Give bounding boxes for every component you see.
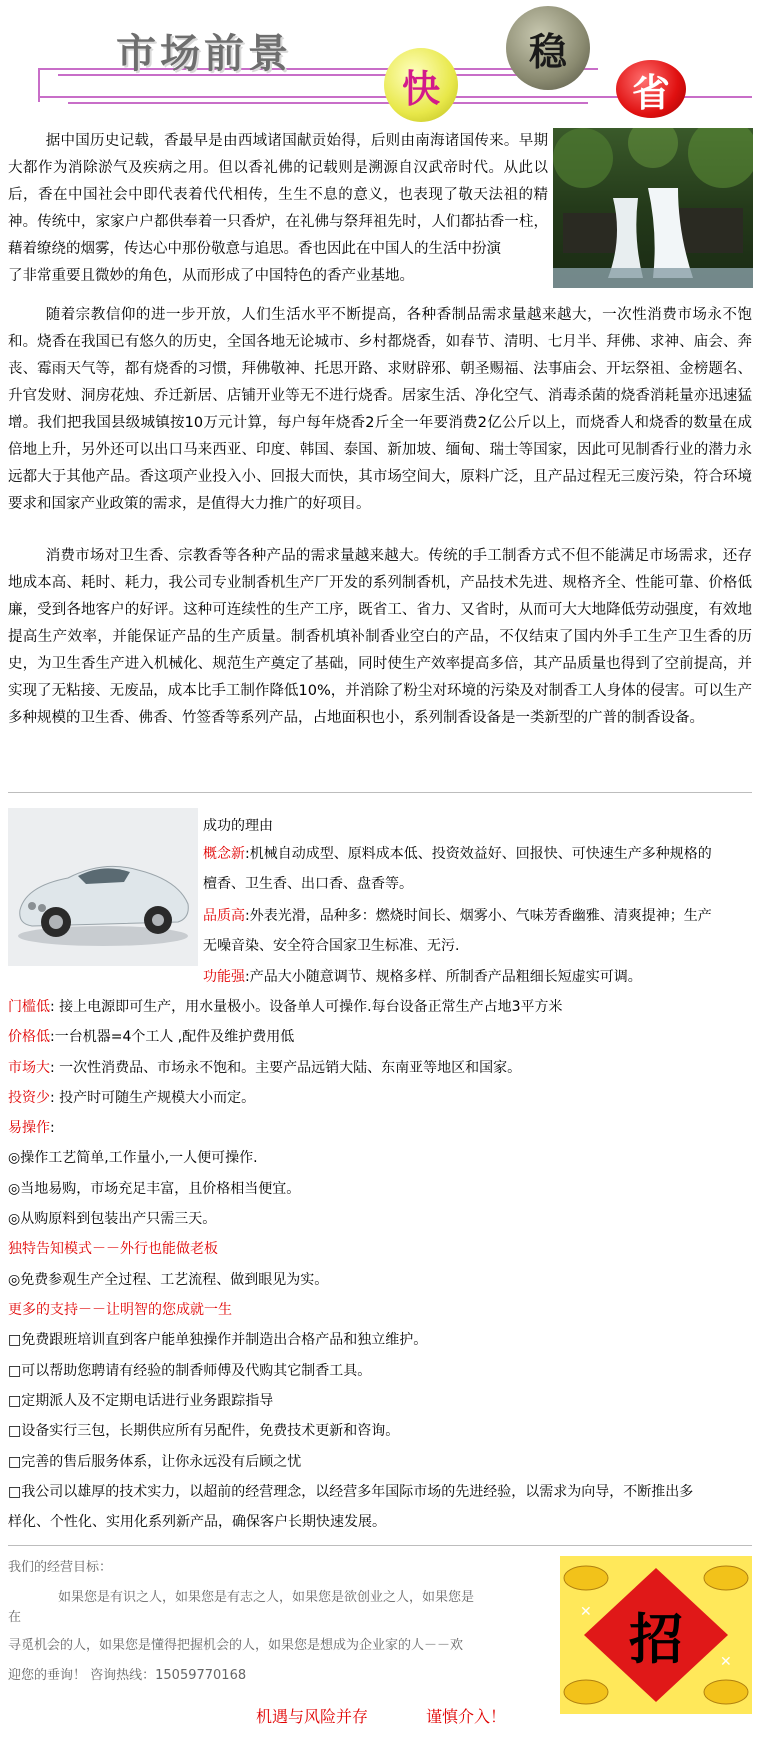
market-label: 市场大 xyxy=(8,1060,50,1076)
threshold-text: : 接上电源即可生产，用水量极小。设备单人可操作.每台设备正常生产占地3平方米 xyxy=(50,999,563,1015)
easy-item-3: ◎从购原料到包装出产只需三天。 xyxy=(8,1211,217,1227)
reason-concept-cont: 檀香、卫生香、出口香、盘香等。 xyxy=(203,876,413,892)
goal-heading: 我们的经营目标： xyxy=(8,1560,113,1575)
easy-item-2: ◎当地易购，市场充足丰富，且价格相当便宜。 xyxy=(8,1181,301,1197)
easy-colon: : xyxy=(50,1120,55,1136)
goal-line-2: 寻觅机会的人，如果您是懂得把握机会的人，如果您是想成为企业家的人－－欢 xyxy=(8,1638,464,1653)
easy-label: 易操作 xyxy=(8,1120,50,1136)
caution-link[interactable]: 谨慎介入！ xyxy=(426,1707,507,1726)
secret-item-1: ◎免费参观生产全过程、工艺流程、做到眼见为实。 xyxy=(8,1272,329,1288)
concept-text: :机械自动成型、原料成本低、投资效益好、回报快、可快速生产多种规格的 xyxy=(245,846,712,862)
support-item-4: □设备实行三包，长期供应所有另配件，免费技术更新和咨询。 xyxy=(8,1423,400,1439)
intro-paragraph-1: 据中国历史记载，香最早是由西域诸国献贡始得，后则由南海诸国传来。早期大都作为消除淤气及疾病之用。但以香礼佛的记载则是溯源自汉武帝时代。从此以后，香在中国社会中即代表着代代相传，生生不息的意义，也表现了敬天法祖的精神。传统中，家家户户都供奉着一只香炉，在礼佛与祭拜祖先时，人们都拈香一柱，藉着缭绕的烟雾，传达心中那份敬意与追思。香也因此在中国人的生活中扮演 xyxy=(8,133,548,257)
invest-text: : 投产时可随生产规模大小而定。 xyxy=(50,1090,256,1106)
reason-market xyxy=(8,1054,521,1082)
reason-function xyxy=(203,963,642,991)
support-item-6-cont: 样化、个性化、实用化系列新产品，确保客户长期快速发展。 xyxy=(8,1514,386,1530)
recruit-image xyxy=(560,1556,752,1714)
support-item-6: □我公司以雄厚的技术实力，以超前的经营理念，以经营多年国际市场的先进经验，以需求为向导，不断推出多 xyxy=(8,1484,694,1500)
banner-line-left xyxy=(38,68,40,102)
reason-quality xyxy=(203,902,712,930)
banner-line-bottom2 xyxy=(68,102,588,104)
goal-line-3: 迎您的垂询！ 咨询热线：15059770168 xyxy=(8,1668,247,1683)
quality-label: 品质高 xyxy=(203,908,245,924)
goal-line-1-end: 在 xyxy=(8,1610,22,1625)
reasons-heading: 成功的理由 xyxy=(203,818,273,834)
support-heading: 更多的支持－－让明智的您成就一生 xyxy=(8,1302,232,1318)
support-item-5: □完善的售后服务体系，让你永远没有后顾之忧 xyxy=(8,1454,302,1470)
secret-heading: 独特告知模式－－外行也能做老板 xyxy=(8,1241,218,1257)
price-label: 价格低 xyxy=(8,1029,50,1045)
support-item-1: □免费跟班培训直到客户能单独操作并制造出合格产品和独立维护。 xyxy=(8,1332,428,1348)
car-image xyxy=(8,808,198,966)
banner-title: 市场前景 xyxy=(116,31,292,77)
circle-sheng: 省 xyxy=(616,60,686,118)
market-text: : 一次性消费品、市场永不饱和。主要产品远销大陆、东南亚等地区和国家。 xyxy=(50,1060,522,1076)
easy-item-1: ◎操作工艺简单,工作量小,一人便可操作. xyxy=(8,1150,258,1166)
recruit-char: 招 xyxy=(629,1606,683,1671)
support-item-3: □定期派人及不定期电话进行业务跟踪指导 xyxy=(8,1393,274,1409)
invest-label: 投资少 xyxy=(8,1090,50,1106)
section-divider-2 xyxy=(8,1545,752,1546)
reason-threshold xyxy=(8,993,563,1021)
banner-header xyxy=(8,0,752,120)
goal-line-1: 如果您是有识之人，如果您是有志之人，如果您是欲创业之人，如果您是 xyxy=(58,1590,475,1605)
intro-paragraph-3: 消费市场对卫生香、宗教香等各种产品的需求量越来越大。传统的手工制香方式不但不能满足市场需求，还存地成本高、耗时、耗力，我公司专业制香机生产厂开发的系列制香机，产品技术先进、规格齐全、性能可靠、价格低廉，受到各地客户的好评。这种可连续性的生产工序，既省工、省力、又省时，从而可大大地降低劳动强度，有效地提高生产效率，并能保证产品的生产质量。制香机填补制香业空白的产品，不仅结束了国内外手工生产卫生香的历史，为卫生香生产进入机械化、规范生产奠定了基础，同时使生产效率提高多倍，其产品质量也得到了空前提高，并实现了无粘接、无废品，成本比手工制作降低10%，并消除了粉尘对环境的污染及对制香工人身体的侵害。可以生产多种规模的卫生香、佛香、竹签香等系列产品，占地面积也小，系列制香设备是一类新型的广普的制香设备。 xyxy=(8,548,752,726)
support-item-2: □可以帮助您聘请有经验的制香师傅及代购其它制香工具。 xyxy=(8,1363,372,1379)
reason-invest xyxy=(8,1084,255,1112)
reason-price xyxy=(8,1023,294,1051)
reason-quality-cont: 无噪音染、安全符合国家卫生标准、无污. xyxy=(203,938,460,954)
reason-concept xyxy=(203,840,712,868)
price-text: :一台机器=4个工人 ,配件及维护费用低 xyxy=(50,1029,295,1045)
circle-wen: 稳 xyxy=(506,6,590,90)
svg-text:✕: ✕ xyxy=(580,1604,592,1620)
threshold-label: 门槛低 xyxy=(8,999,50,1015)
waterfall-image xyxy=(553,128,753,288)
intro-paragraph-2: 随着宗教信仰的进一步开放，人们生活水平不断提高，各种香制品需求量越来越大，一次性消费市场永不饱和。烧香在我国已有悠久的历史，全国各地无论城市、乡村都烧香，如春节、清明、七月半、拜佛、求神、庙会、奔丧、霉雨天气等，都有烧香的习惯，拜佛敬神、托思开路、求财辟邪、朝圣赐福、法事庙会、开坛祭祖、金榜题名、升官发财、洞房花烛、乔迁新居、店铺开业等无不进行烧香。居家生活、净化空气、消毒杀菌的烧香消耗量亦迅速猛增。我们把我国县级城镇按10万元计算，每户每年烧香2斤全一年要消费2亿公斤以上，而烧香人和烧香的数量在成倍地上升，另外还可以出口马来西亚、印度、韩国、泰国、新加坡、缅甸、瑞士等国家，因此可见制香行业的潜力永远都大于其他产品。香这项产业投入小、回报大而快，其市场空间大，原料广泛，且产品过程无三废污染，符合环境要求和国家产业政策的需求，是值得大力推广的好项目。 xyxy=(8,307,752,512)
reason-easy xyxy=(8,1114,55,1142)
svg-text:✕: ✕ xyxy=(720,1654,732,1670)
opportunity-risk-link[interactable]: 机遇与风险并存 xyxy=(256,1707,369,1726)
function-text: :产品大小随意调节、规格多样、所制香产品粗细长短虚实可调。 xyxy=(245,969,642,985)
intro-paragraph-1-end: 了非常重要且微妙的角色，从而形成了中国特色的香产业基地。 xyxy=(8,268,414,284)
function-label: 功能强 xyxy=(203,969,245,985)
section-divider-1 xyxy=(8,792,752,793)
quality-text: :外表光滑，品种多：燃烧时间长、烟雾小、气味芳香幽雅、清爽提神；生产 xyxy=(245,908,712,924)
circle-kuai: 快 xyxy=(384,48,458,122)
concept-label: 概念新 xyxy=(203,846,245,862)
